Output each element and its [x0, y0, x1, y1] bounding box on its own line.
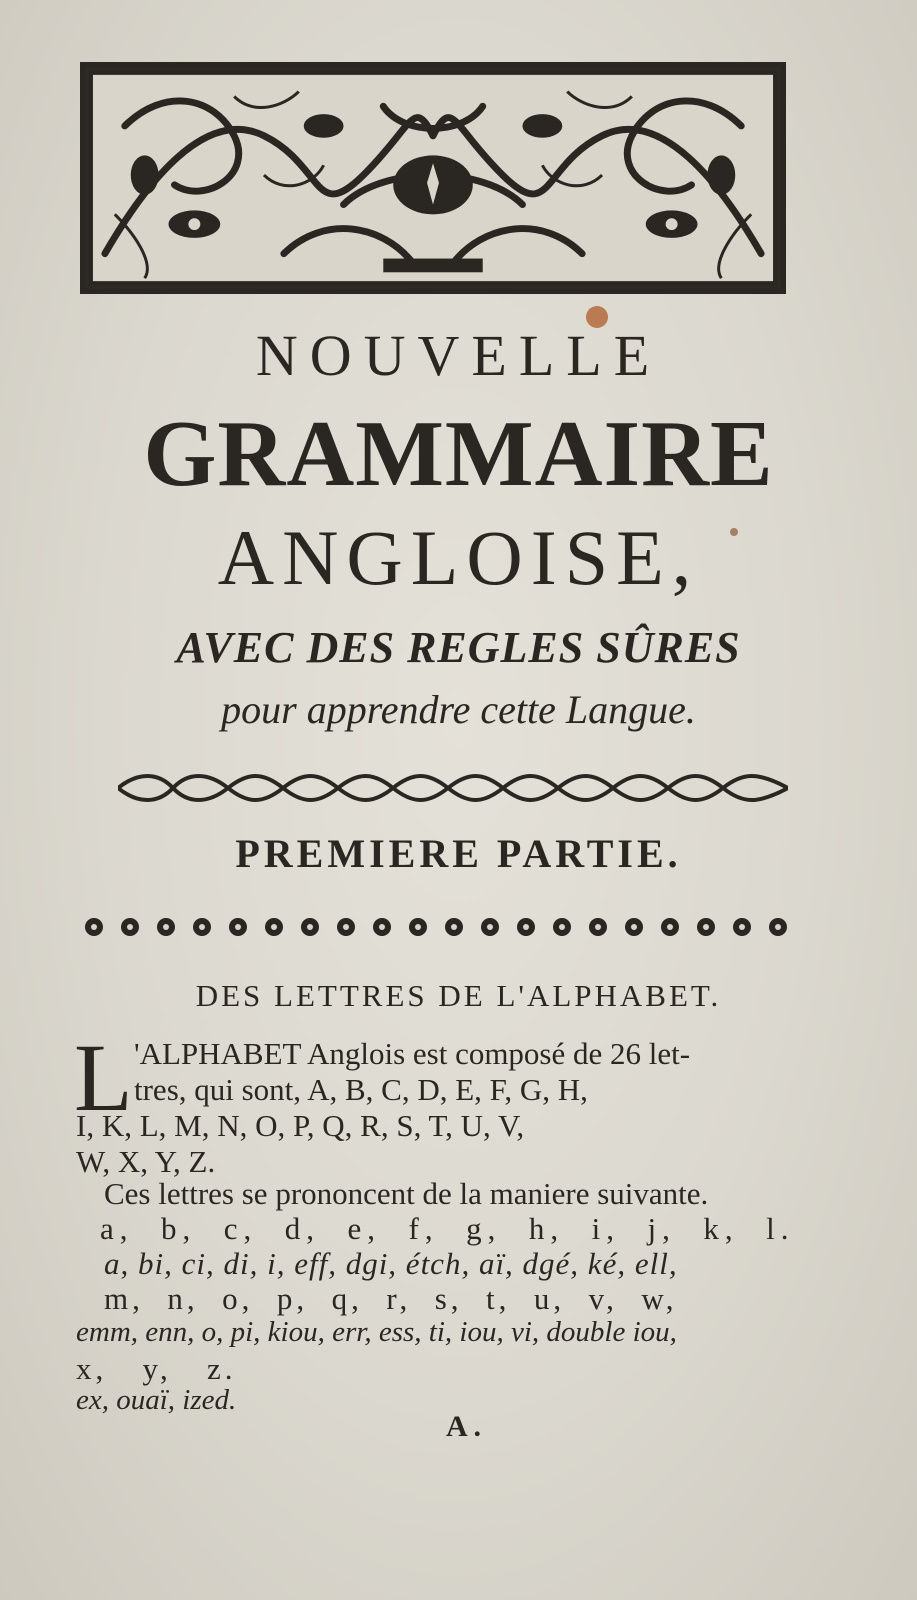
flower-rule-icon	[80, 912, 800, 942]
ornament-icon	[85, 67, 781, 289]
drop-cap: L	[74, 1024, 133, 1131]
braid-rule-icon	[118, 772, 788, 804]
title-line-3: ANGLOISE,	[217, 514, 700, 601]
title-line-2: GRAMMAIRE	[143, 402, 774, 506]
ornamental-headpiece	[80, 62, 786, 294]
alphabet-letters-1: a, b, c, d, e, f, g, h, i, j, k, l.	[100, 1211, 795, 1246]
alphabet-letters-3: x, y, z.	[76, 1351, 237, 1386]
alphabet-letters-2: m, n, o, p, q, r, s, t, u, v, w,	[104, 1281, 678, 1316]
paragraph-line-4: W, X, Y, Z.	[76, 1144, 216, 1179]
alphabet-pronunciation-3: ex, ouaï, ized.	[76, 1384, 237, 1416]
paragraph-line-5: Ces lettres se prononcent de la maniere suivante.	[104, 1176, 709, 1211]
paragraph-line-3: I, K, L, M, N, O, P, Q, R, S, T, U, V,	[76, 1108, 525, 1143]
section-heading: DES LETTRES DE L'ALPHABET.	[195, 978, 722, 1013]
subtitle-line-1: AVEC DES REGLES SÛRES	[176, 623, 741, 672]
title-line-1: NOUVELLE	[255, 323, 662, 388]
signature-mark: A .	[446, 1410, 482, 1443]
paragraph-line-1: 'ALPHABET Anglois est composé de 26 let-	[134, 1036, 691, 1071]
paragraph-line-2: tres, qui sont, A, B, C, D, E, F, G, H,	[134, 1072, 588, 1107]
alphabet-pronunciation-1: a, bi, ci, di, i, eff, dgi, étch, aï, dgé, ké, ell,	[104, 1246, 678, 1281]
part-heading: PREMIERE PARTIE.	[235, 831, 682, 876]
subtitle-line-2: pour apprendre cette Langue.	[221, 687, 696, 732]
alphabet-pronunciation-2: emm, enn, o, pi, kiou, err, ess, ti, iou, vi, double iou,	[76, 1316, 677, 1348]
